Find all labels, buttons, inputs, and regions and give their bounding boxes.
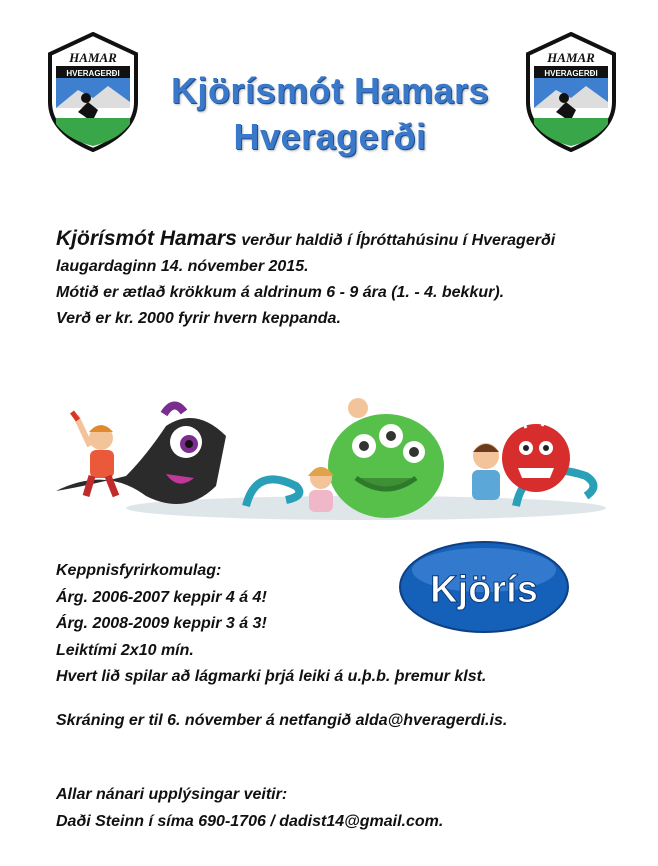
registration-info <box>56 708 507 735</box>
hamar-crest-logo <box>526 32 616 152</box>
details-heading: Keppnisfyrirkomulag: <box>56 562 222 579</box>
list-item: Árg. 2008-2009 keppir 3 á 3! <box>56 615 267 632</box>
svg-text:HAMAR: HAMAR <box>69 50 117 65</box>
hamar-crest-logo <box>48 32 138 152</box>
intro-line-3: Mótið er ætlað krökkum á aldrinum 6 - 9 ára (1. - 4. bekkur). <box>56 284 505 301</box>
registration-text: Skráning er til 6. nóvember á netfangið alda@hveragerdi.is. <box>56 712 508 729</box>
intro-line-4: Verð er kr. 2000 fyrir hvern keppanda. <box>56 310 341 327</box>
contact-line: Daði Steinn í síma 690-1706 / dadist14@gmail.com. <box>56 812 444 830</box>
page-title: Kjörísmót Hamars <box>170 70 490 111</box>
intro-line-1: verður haldið í Íþróttahúsinu í Hveragerði <box>236 232 556 249</box>
list-item: Árg. 2006-2007 keppir 4 á 4! <box>56 588 267 606</box>
svg-text:HAMAR: HAMAR <box>547 50 595 65</box>
list-item: Hvert lið spilar að lágmarki þrjá leiki á u.þ.b. þremur klst. <box>56 668 487 685</box>
svg-text:Kjörís: Kjörís <box>430 569 538 611</box>
kids-monsters-banner <box>46 396 616 522</box>
contact-info <box>56 782 443 835</box>
intro-paragraph <box>56 226 636 332</box>
competition-details <box>56 558 486 691</box>
list-item: Leiktími 2x10 mín. <box>56 641 194 659</box>
page-subtitle: Hveragerði <box>233 116 427 157</box>
event-name: Kjörísmót Hamars <box>56 227 237 250</box>
intro-line-2: laugardaginn 14. nóvember 2015. <box>56 258 309 275</box>
svg-text:HVERAGERÐI: HVERAGERÐI <box>66 69 120 78</box>
contact-heading: Allar nánari upplýsingar veitir: <box>56 786 288 803</box>
svg-text:HVERAGERÐI: HVERAGERÐI <box>544 69 598 78</box>
